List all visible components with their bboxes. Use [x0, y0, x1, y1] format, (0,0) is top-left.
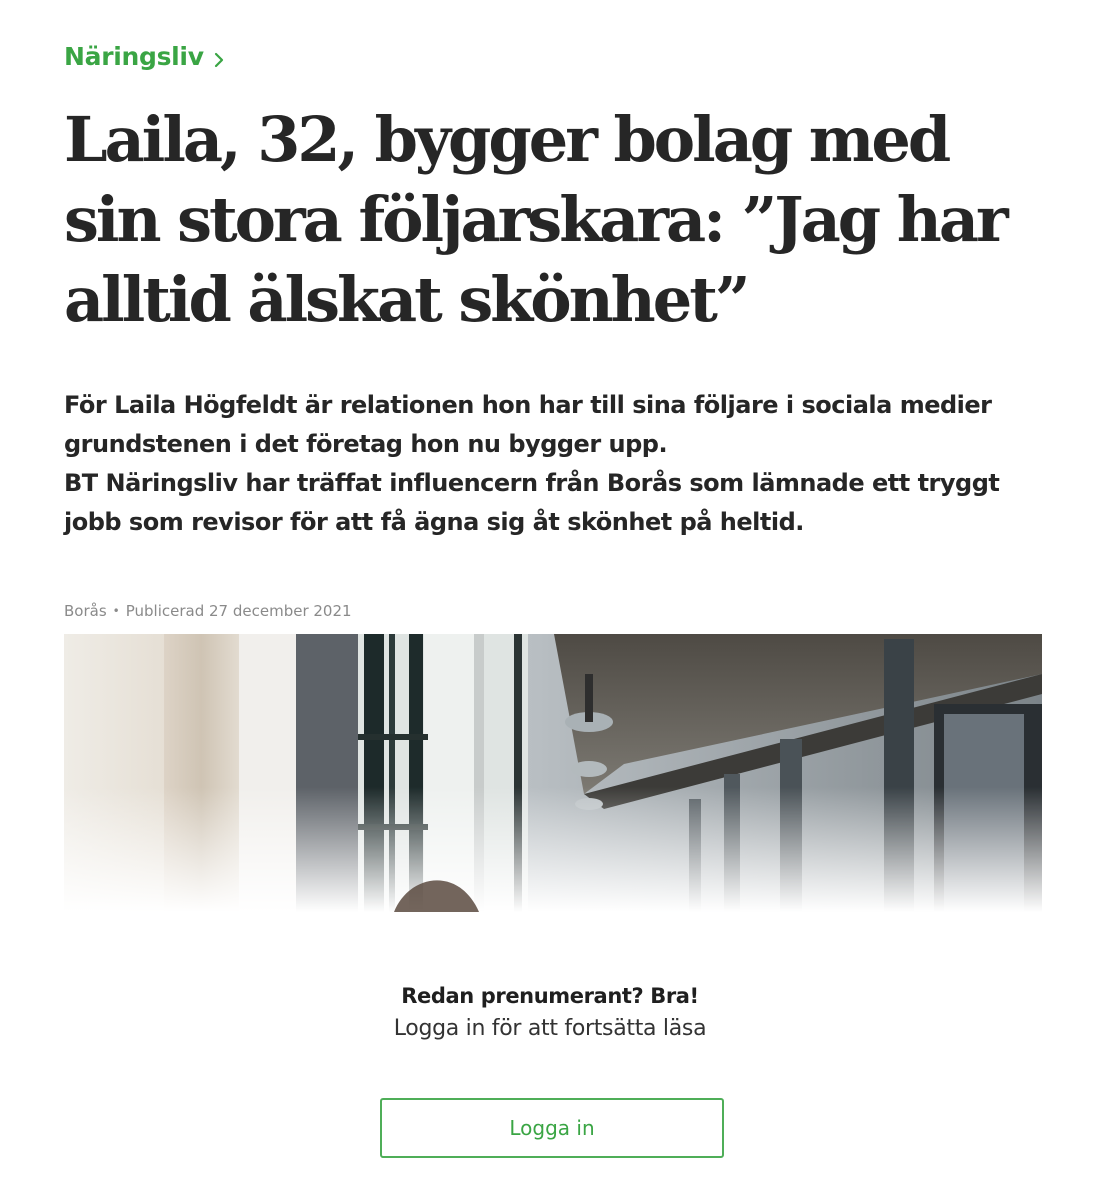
article-published-date: Publicerad 27 december 2021	[125, 602, 352, 620]
section-link-naringsliv[interactable]	[64, 42, 226, 71]
article-location: Borås	[64, 602, 107, 620]
section-label: Näringsliv	[64, 42, 204, 71]
paywall-title: Redan prenumerant? Bra!	[401, 984, 699, 1008]
chevron-right-icon	[212, 52, 226, 68]
lead-paragraph: För Laila Högfeldt är relationen hon har till sina följare i sociala medier grundstenen i det företag hon nu bygger upp.	[64, 391, 992, 458]
hero-image	[64, 634, 1042, 912]
article-lead	[64, 386, 1024, 542]
paywall-subtitle: Logga in för att fortsätta läsa	[393, 1016, 707, 1041]
login-button[interactable]: Logga in	[380, 1098, 724, 1158]
lead-paragraph: BT Näringsliv har träffat influencern från Borås som lämnade ett tryggt jobb som revisor för att få ägna sig åt skönhet på heltid.	[64, 469, 1000, 536]
article-meta	[64, 602, 352, 620]
article-headline: Laila, 32, bygger bolag med sin stora följarskara: ”Jag har alltid älskat skönhet”	[64, 103, 1006, 336]
paywall	[0, 984, 1100, 1041]
meta-separator: •	[112, 604, 120, 618]
